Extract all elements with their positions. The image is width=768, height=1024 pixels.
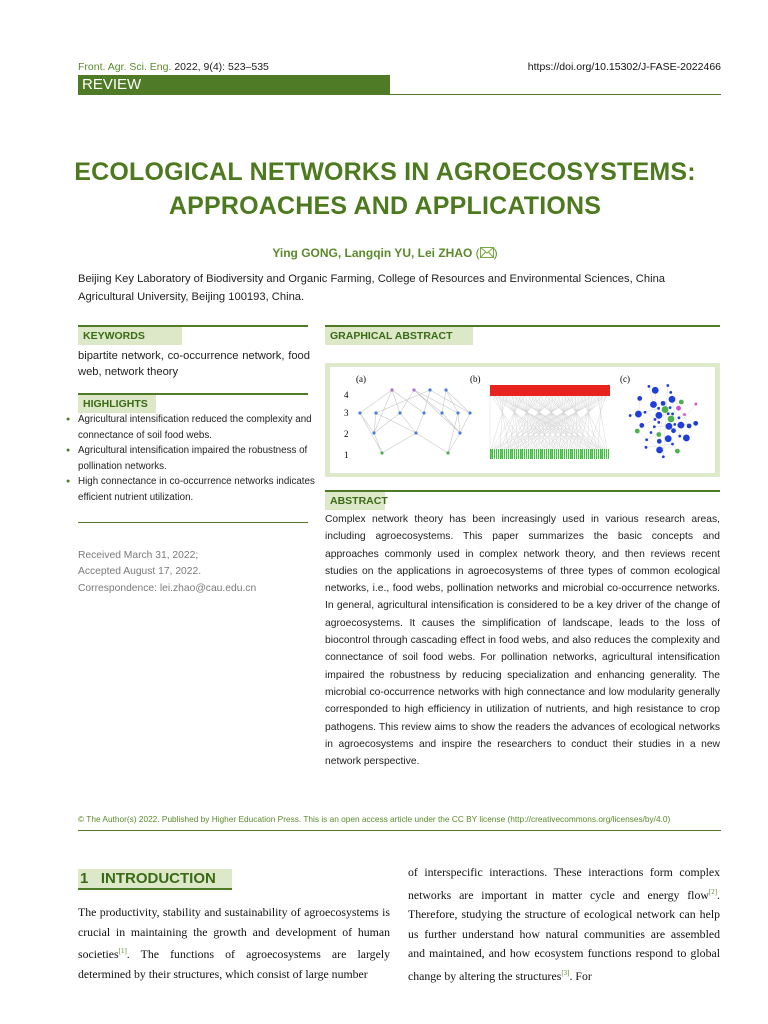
network-node xyxy=(667,412,670,415)
lower-species-mark xyxy=(590,449,592,459)
lower-species-mark xyxy=(510,449,512,459)
network-node xyxy=(456,411,459,414)
lower-species-mark xyxy=(528,449,529,459)
lower-species-mark xyxy=(512,449,513,459)
doi-link[interactable]: https://doi.org/10.15302/J-FASE-2022466 xyxy=(527,61,721,73)
lower-species-mark xyxy=(606,449,607,459)
level-label: 4 xyxy=(344,390,349,400)
lower-species-mark xyxy=(604,449,605,459)
network-node xyxy=(639,423,644,428)
network-node xyxy=(678,416,681,419)
lower-species-mark xyxy=(596,449,597,459)
highlights-rule xyxy=(78,522,308,523)
affiliation xyxy=(78,270,718,306)
network-node xyxy=(414,431,417,434)
upper-species-bar xyxy=(490,385,610,396)
bipartite-network xyxy=(490,385,610,459)
highlights-section xyxy=(78,393,308,413)
panel-c-label: (c) xyxy=(620,374,630,384)
lower-species-mark xyxy=(490,449,492,459)
network-node xyxy=(374,411,377,414)
copyright-notice: © The Author(s) 2022. Published by Higher Education Press. This is an open access article under the CC BY license (http://creativecommons.org/licenses/by/4.0) xyxy=(78,814,671,824)
network-node xyxy=(644,411,647,414)
network-node xyxy=(398,411,401,414)
article-type-bar: REVIEW xyxy=(78,75,390,95)
network-node xyxy=(637,396,642,401)
reference-link[interactable]: [1] xyxy=(118,947,127,956)
network-node xyxy=(652,387,659,394)
lower-species-mark xyxy=(526,449,527,459)
panel-b-label: (b) xyxy=(470,374,481,384)
lower-species-mark xyxy=(608,449,609,459)
network-node xyxy=(654,418,657,421)
lower-species-mark xyxy=(544,449,545,459)
title-line-2: APPROACHES AND APPLICATIONS xyxy=(168,192,602,220)
network-edge xyxy=(382,433,416,453)
highlights-list xyxy=(66,412,316,505)
co-occurrence-network xyxy=(629,384,698,458)
lower-species-mark xyxy=(602,449,603,459)
reference-link[interactable]: [2] xyxy=(708,887,718,896)
network-node xyxy=(683,413,686,416)
network-node xyxy=(458,431,461,434)
lower-species-mark xyxy=(518,449,519,459)
lower-species-mark xyxy=(586,449,587,459)
intro-text: . The functions of agroecosystems are largely determined by their structures, which consist of large number xyxy=(78,947,390,981)
network-edge xyxy=(416,433,448,453)
journal-citation xyxy=(78,61,269,73)
copyright-rule xyxy=(78,830,721,831)
network-edge xyxy=(424,390,430,413)
graphical-abstract-figure xyxy=(325,363,720,477)
abstract-text: Complex network theory has been increasingly used in various research areas, including agroecosystems. This paper summarizes the basic concepts and approaches commonly used in complex network theory, and then reviews recent studies on the applications in agroecosystems of three types of common ecological networks, i.e., food webs, pollination networks and microbial co-occurrence networks. In general, agricultural intensification is considered to be a key driver of the change of agroecosystems. It causes the simplification of landscape, leads to the loss of biocontrol through cascading effect in food webs, and also reduces the complexity and connectance of soil food webs. For pollination networks, agricultural intensification impaired the robustness by reducing specialization and enhancing generality. The microbial co-occurrence networks with high connectance and low modularity generally corresponded to high efficiency in utilization of nutrients, and high resistance to crop pathogens. This review aims to show the readers the advances of ecological networks in agroecosystems and inspire the researchers to conduct their studies in a new network perspective. xyxy=(325,514,720,768)
abstract-label: ABSTRACT xyxy=(325,492,385,510)
author-list xyxy=(40,246,730,260)
network-edge xyxy=(448,433,460,453)
panel-a-label: (a) xyxy=(356,374,366,384)
network-node xyxy=(650,431,653,434)
email-icon[interactable]: ( ) xyxy=(475,246,498,260)
network-edge xyxy=(414,390,442,413)
network-edge xyxy=(442,390,446,413)
network-node xyxy=(412,388,415,391)
journal-name: Front. Agr. Sci. Eng. xyxy=(78,61,172,73)
keywords-section xyxy=(78,325,308,345)
accepted-date: Accepted August 17, 2022. xyxy=(78,566,202,577)
network-edge xyxy=(360,413,374,433)
highlight-item: ● Agricultural intensification reduced the complexity and connectance of soil food webs. xyxy=(66,412,316,443)
lower-species-mark xyxy=(588,449,589,459)
network-node xyxy=(468,411,471,414)
network-node xyxy=(444,388,447,391)
network-edge xyxy=(663,386,667,457)
lower-species-mark xyxy=(598,449,599,459)
lower-species-mark xyxy=(514,449,515,459)
lower-species-mark xyxy=(524,449,525,459)
network-node xyxy=(446,451,449,454)
lower-species-mark xyxy=(536,449,537,459)
network-node xyxy=(629,414,632,417)
network-node xyxy=(678,435,681,438)
food-web-network xyxy=(358,388,471,454)
network-edge xyxy=(458,413,460,433)
lower-species-mark xyxy=(554,449,555,459)
network-edge xyxy=(491,396,507,449)
network-edge xyxy=(400,413,416,433)
network-node xyxy=(645,446,648,449)
intro-text: . For xyxy=(569,968,592,983)
network-node xyxy=(440,411,443,414)
lower-species-mark xyxy=(594,449,595,459)
lower-species-mark xyxy=(506,449,507,459)
lower-species-mark xyxy=(600,449,602,459)
intro-text: of interspecific interactions. These interactions form complex networks are important in matter cycle and energy flow xyxy=(408,865,720,902)
lower-species-mark xyxy=(562,449,563,459)
lower-species-mark xyxy=(578,449,579,459)
graphical-abstract-section xyxy=(325,325,720,345)
reference-link[interactable]: [3] xyxy=(561,968,570,977)
network-node xyxy=(671,443,674,446)
level-label: 2 xyxy=(344,429,349,439)
network-node xyxy=(380,451,383,454)
lower-species-mark xyxy=(494,449,495,459)
network-node xyxy=(687,424,692,429)
network-node xyxy=(390,388,393,391)
network-node xyxy=(650,401,657,408)
network-node xyxy=(662,406,669,413)
network-edge xyxy=(460,413,470,433)
network-node xyxy=(676,406,681,411)
network-illustration xyxy=(330,367,715,473)
highlight-item: ● High connectance in co-occurrence networks indicates efficient nutrient utilization. xyxy=(66,474,316,505)
network-node xyxy=(358,411,361,414)
network-node xyxy=(372,431,375,434)
correspondence: Correspondence: lei.zhao@cau.edu.cn xyxy=(78,583,257,594)
article-dates xyxy=(78,548,201,580)
network-node xyxy=(671,428,676,433)
highlights-label: HIGHLIGHTS xyxy=(78,395,156,413)
network-node xyxy=(683,435,690,442)
network-edge xyxy=(374,433,382,453)
keywords-label: KEYWORDS xyxy=(78,327,182,345)
network-node xyxy=(656,412,663,419)
lower-species-mark xyxy=(548,449,549,459)
lower-species-mark xyxy=(538,449,539,459)
lower-species-mark xyxy=(584,449,585,459)
lower-species-mark xyxy=(520,449,522,459)
authors-text: Ying GONG, Langqin YU, Lei ZHAO xyxy=(272,246,473,260)
network-node xyxy=(635,429,640,434)
introduction-heading: 1 INTRODUCTION xyxy=(78,869,232,890)
network-node xyxy=(657,421,660,424)
network-edge xyxy=(392,390,400,413)
network-node xyxy=(673,423,676,426)
lower-species-mark xyxy=(502,449,503,459)
title-line-1: ECOLOGICAL NETWORKS IN AGROECOSYSTEMS: xyxy=(74,158,696,186)
lower-species-mark xyxy=(564,449,565,459)
network-node xyxy=(647,385,650,388)
abstract-section xyxy=(325,490,720,510)
network-node xyxy=(678,422,685,429)
received-date: Received March 31, 2022; xyxy=(78,550,199,561)
network-edge xyxy=(448,413,458,453)
lower-species-mark xyxy=(542,449,543,459)
network-edge xyxy=(360,413,382,453)
network-edge xyxy=(400,390,414,413)
lower-species-mark xyxy=(532,449,533,459)
lower-species-mark xyxy=(534,449,535,459)
lower-species-mark xyxy=(504,449,505,459)
lower-species-mark xyxy=(516,449,517,459)
intro-text: The productivity, stability and sustainability of agroecosystems is crucial in maintaining the growth and development of human societies xyxy=(78,905,390,962)
lower-species-mark xyxy=(576,449,577,459)
lower-species-mark xyxy=(496,449,497,459)
network-node xyxy=(669,391,672,394)
body-column-right xyxy=(408,863,720,986)
paper-title xyxy=(40,155,730,223)
lower-species-mark xyxy=(540,449,542,459)
lower-species-mark xyxy=(546,449,547,459)
journal-info: 2022, 9(4): 523–535 xyxy=(174,61,269,73)
highlight-item: ● Agricultural intensification impaired the robustness of pollination networks. xyxy=(66,443,316,474)
network-node xyxy=(662,455,665,458)
network-node xyxy=(657,439,662,444)
network-node xyxy=(635,411,642,418)
lower-species-mark xyxy=(492,449,493,459)
network-node xyxy=(671,413,674,416)
network-node xyxy=(656,447,663,454)
network-node xyxy=(661,401,666,406)
network-node xyxy=(422,411,425,414)
lower-species-mark xyxy=(574,449,575,459)
graphical-abstract-label: GRAPHICAL ABSTRACT xyxy=(325,327,473,345)
lower-species-mark xyxy=(498,449,499,459)
header-rule xyxy=(390,94,721,95)
network-node xyxy=(645,438,648,441)
affiliation-line-1: Beijing Key Laboratory of Biodiversity and Organic Farming, College of Resources and Environmental Sciences, China xyxy=(78,273,666,285)
lower-species-mark xyxy=(550,449,552,459)
lower-species-mark xyxy=(508,449,509,459)
network-node xyxy=(666,384,669,387)
lower-species-mark xyxy=(582,449,583,459)
lower-species-mark xyxy=(556,449,557,459)
network-node xyxy=(669,396,676,403)
lower-species-mark xyxy=(530,449,532,459)
intro-text: . Therefore, studying the structure of ecological network can help us further understand how natural communities are assembled and maintained, and how ecosystem functions respond to global change by altering the structures xyxy=(408,887,720,983)
lower-species-mark xyxy=(558,449,559,459)
network-node xyxy=(675,449,680,454)
network-node xyxy=(666,423,673,430)
lower-species-mark xyxy=(580,449,582,459)
network-node xyxy=(669,406,672,409)
lower-species-mark xyxy=(522,449,523,459)
network-node xyxy=(653,425,656,428)
lower-species-mark xyxy=(552,449,553,459)
network-node xyxy=(694,403,697,406)
network-edge xyxy=(392,390,424,413)
lower-species-mark xyxy=(560,449,562,459)
network-node xyxy=(693,421,698,426)
network-node xyxy=(428,388,431,391)
network-edge xyxy=(416,413,424,433)
network-node xyxy=(665,435,672,442)
network-node xyxy=(668,416,675,423)
level-label: 3 xyxy=(344,408,349,418)
graphical-abstract-canvas xyxy=(330,367,715,473)
network-node xyxy=(679,400,684,405)
body-column-left xyxy=(78,903,390,984)
network-node xyxy=(656,432,661,437)
network-node xyxy=(657,407,660,410)
affiliation-line-2: Agricultural University, Beijing 100193, China. xyxy=(78,291,305,303)
lower-species-mark xyxy=(566,449,567,459)
lower-species-mark xyxy=(500,449,502,459)
keywords-text: bipartite network, co-occurrence network, food web, network theory xyxy=(78,350,310,378)
level-label: 1 xyxy=(344,450,349,460)
network-edge xyxy=(584,396,597,449)
lower-species-mark xyxy=(592,449,593,459)
lower-species-mark xyxy=(570,449,572,459)
lower-species-mark xyxy=(572,449,573,459)
lower-species-mark xyxy=(568,449,569,459)
